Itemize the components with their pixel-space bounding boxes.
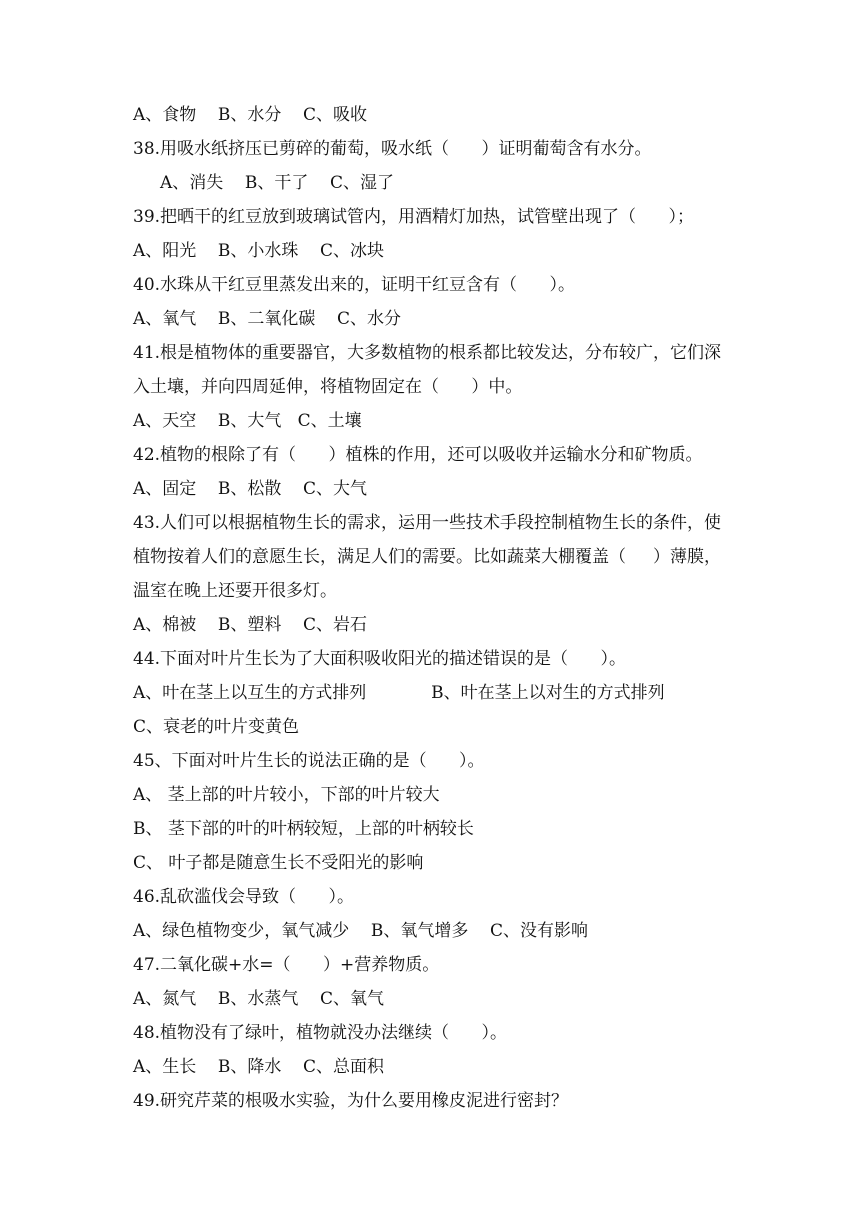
question-43-line2: 植物按着人们的意愿生长，满足人们的需要。比如蔬菜大棚覆盖（ ）薄膜， xyxy=(133,547,722,567)
options-q47: A、氮气 B、水蒸气 C、氧气 xyxy=(133,989,385,1009)
question-38: 38.用吸水纸挤压已剪碎的葡萄，吸水纸（ ）证明葡萄含有水分。 xyxy=(133,139,652,159)
options-q44-c: C、衰老的叶片变黄色 xyxy=(133,717,300,737)
question-43-line3: 温室在晚上还要开很多灯。 xyxy=(133,581,337,601)
options-q43: A、棉被 B、塑料 C、岩石 xyxy=(133,615,368,635)
options-q41: A、天空 B、大气 C、土壤 xyxy=(133,411,362,431)
question-44: 44.下面对叶片生长为了大面积吸收阳光的描述错误的是（ ）。 xyxy=(133,649,626,669)
options-q39: A、阳光 B、小水珠 C、冰块 xyxy=(133,241,385,261)
question-39: 39.把晒干的红豆放到玻璃试管内，用酒精灯加热，试管壁出现了（ ）； xyxy=(133,207,694,227)
question-46: 46.乱砍滥伐会导致（ ）。 xyxy=(133,887,354,907)
question-43-line1: 43.人们可以根据植物生长的需求，运用一些技术手段控制植物生长的条件，使 xyxy=(133,513,722,533)
question-40: 40.水珠从干红豆里蒸发出来的，证明干红豆含有（ ）。 xyxy=(133,275,575,295)
question-48: 48.植物没有了绿叶，植物就没办法继续（ ）。 xyxy=(133,1023,507,1043)
question-45: 45、下面对叶片生长的说法正确的是（ ）。 xyxy=(133,751,485,771)
options-q48: A、生长 B、降水 C、总面积 xyxy=(133,1057,385,1077)
question-42: 42.植物的根除了有（ ）植株的作用，还可以吸收并运输水分和矿物质。 xyxy=(133,445,703,465)
options-q38: A、消失 B、干了 C、湿了 xyxy=(160,173,395,193)
options-q37: A、食物 B、水分 C、吸收 xyxy=(133,105,368,125)
option-q45-a: A、 茎上部的叶片较小，下部的叶片较大 xyxy=(133,785,440,805)
question-41-line2: 入土壤，并向四周延伸，将植物固定在（ ）中。 xyxy=(133,377,523,397)
question-41-line1: 41.根是植物体的重要器官，大多数植物的根系都比较发达，分布较广，它们深 xyxy=(133,343,722,363)
question-49: 49.研究芹菜的根吸水实验，为什么要用橡皮泥进行密封？ xyxy=(133,1091,569,1111)
options-q42: A、固定 B、松散 C、大气 xyxy=(133,479,368,499)
options-q44-ab: A、叶在茎上以互生的方式排列 B、叶在茎上以对生的方式排列 xyxy=(133,683,665,703)
options-q40: A、氧气 B、二氧化碳 C、水分 xyxy=(133,309,402,329)
option-q45-b: B、 茎下部的叶的叶柄较短，上部的叶柄较长 xyxy=(133,819,474,839)
option-q45-c: C、 叶子都是随意生长不受阳光的影响 xyxy=(133,853,424,873)
question-47: 47.二氧化碳+水=（ ）+营养物质。 xyxy=(133,955,440,975)
options-q46: A、绿色植物变少，氧气减少 B、氧气增多 C、没有影响 xyxy=(133,921,589,941)
